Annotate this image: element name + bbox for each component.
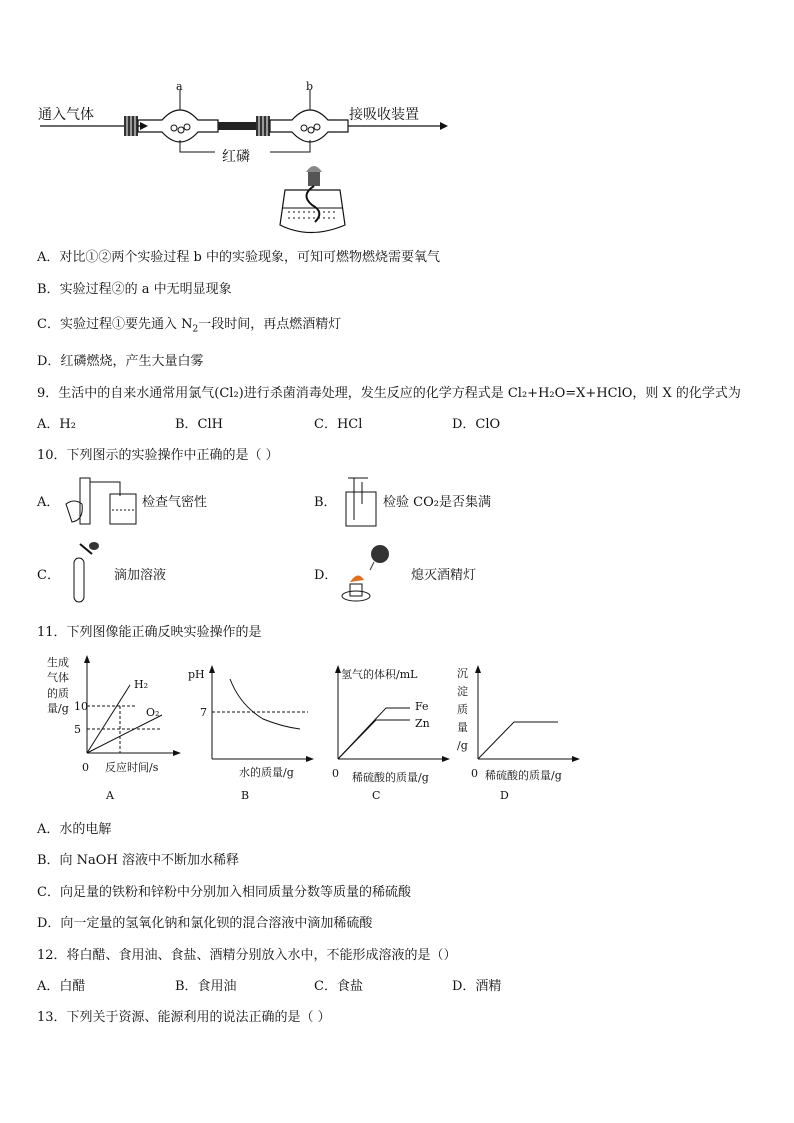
graph-d-origin: 0 (471, 767, 478, 780)
q10-option-d-prefix: D． (314, 568, 338, 583)
graph-d-ylabel-4: 量 (457, 721, 468, 734)
q10-stem: 10．下列图示的实验操作中正确的是（ ） (37, 448, 279, 463)
q8-option-b: B．实验过程②的 a 中无明显现象 (37, 282, 232, 297)
graph-c-origin: 0 (332, 767, 339, 780)
label-a: a (176, 80, 183, 93)
graph-d-line (478, 722, 558, 759)
graph-c-series-fe: Fe (415, 700, 429, 713)
graph-a-ylabel-3: 的质 (47, 687, 69, 700)
graph-c-line-zn (338, 720, 410, 759)
q11-option-c: C．向足量的铁粉和锌粉中分别加入相同质量分数等质量的稀硫酸 (37, 885, 411, 900)
q9-option-b: B．ClH (175, 417, 223, 432)
graph-a-xlabel: 反应时间/s (105, 761, 159, 774)
q10-option-a-prefix: A． (37, 495, 60, 510)
graph-d-ylabel-5: /g (457, 739, 468, 752)
q8-option-c: C．实验过程①要先通入 $N_2$一段时间，再点燃酒精灯 (37, 317, 342, 335)
graph-c-line-fe (338, 708, 410, 759)
graph-a-caption: A (106, 789, 114, 802)
tube-a (138, 110, 218, 142)
graph-d-caption: D (500, 789, 509, 802)
q10-option-b-prefix: B． (314, 495, 337, 510)
graph-a-ylabel-2: 气体 (47, 671, 69, 684)
graph-a (80, 655, 190, 765)
q11-option-a: A．水的电解 (37, 822, 112, 837)
q9-option-a: A．H₂ (37, 417, 76, 432)
graph-d-ylabel-3: 质 (457, 703, 468, 716)
graph-b-curve (230, 679, 300, 729)
q10-option-c-text: 滴加溶液 (114, 568, 167, 583)
q9-option-d: D．ClO (452, 417, 501, 432)
co2-check-illustration (340, 474, 384, 530)
label-absorb: 接吸收装置 (349, 107, 419, 123)
q12-option-d: D．酒精 (452, 979, 502, 994)
graph-a-series-h2: H₂ (134, 678, 149, 691)
q8-option-a: A．对比①②两个实验过程 b 中的实验现象，可知可燃物燃烧需要氧气 (37, 250, 440, 265)
q10-option-a-text: 检查气密性 (142, 495, 208, 510)
graph-a-line-h2 (87, 685, 130, 753)
graph-b (208, 665, 318, 765)
graph-a-tick-5: 5 (74, 723, 81, 736)
q12-option-c: C．食盐 (314, 979, 363, 994)
graph-d-ylabel-2: 淀 (457, 685, 468, 698)
graph-c-caption: C (372, 789, 381, 802)
graph-a-tick-10: 10 (74, 700, 88, 713)
graph-a-origin: 0 (82, 761, 89, 774)
airtight-check-illustration (62, 474, 142, 530)
graph-b-tick-7: 7 (200, 706, 207, 719)
graph-a-ylabel-1: 生成 (47, 656, 69, 669)
label-red-phosphorus: 红磷 (222, 149, 250, 165)
label-gas-in: 通入气体 (38, 107, 94, 123)
graph-b-caption: B (241, 789, 250, 802)
alcohol-lamp-illustration (336, 540, 406, 606)
graph-c-ylabel: 氢气的体积/mL (341, 668, 418, 681)
graph-c-xlabel: 稀硫酸的质量/g (352, 771, 429, 784)
q10-option-c-prefix: C． (37, 568, 60, 583)
q11-stem: 11．下列图像能正确反映实验操作的是 (37, 625, 262, 640)
graph-d-xlabel: 稀硫酸的质量/g (485, 769, 562, 782)
graph-c-series-zn: Zn (415, 717, 430, 730)
water-bath-icon (280, 190, 345, 233)
q9-option-c: C．HCl (314, 417, 363, 432)
graph-b-ylabel: pH (188, 668, 205, 681)
q12-option-a: A．白醋 (37, 979, 86, 994)
q8-option-d: D．红磷燃烧，产生大量白雾 (37, 354, 204, 369)
q9-stem: 9．生活中的自来水通常用氯气(Cl₂)进行杀菌消毒处理，发生反应的化学方程式是 Cl₂+H₂O=X+HClO，则 X 的化学式为 (37, 386, 741, 401)
q10-option-d-text: 熄灭酒精灯 (411, 568, 477, 583)
graph-a-series-o2: O₂ (146, 706, 160, 719)
graph-c (334, 665, 454, 765)
graph-b-xlabel: 水的质量/g (239, 766, 294, 779)
q11-option-b: B．向 NaOH 溶液中不断加水稀释 (37, 853, 239, 868)
q13-stem: 13．下列关于资源、能源利用的说法正确的是（ ） (37, 1010, 331, 1025)
q12-stem: 12．将白醋、食用油、食盐、酒精分别放入水中，不能形成溶液的是（） (37, 948, 457, 963)
graph-d-ylabel-1: 沉 (457, 667, 468, 680)
tube-b (270, 110, 348, 142)
q10-option-b-text: 检验 CO₂是否集满 (383, 495, 491, 510)
dropper-illustration (66, 540, 106, 606)
label-b: b (306, 80, 314, 93)
graph-a-ylabel-4: 量/g (47, 702, 69, 715)
graph-d (474, 665, 584, 765)
q12-option-b: B．食用油 (175, 979, 237, 994)
q11-option-d: D．向一定量的氢氧化钠和氯化钡的混合溶液中滴加稀硫酸 (37, 916, 373, 931)
